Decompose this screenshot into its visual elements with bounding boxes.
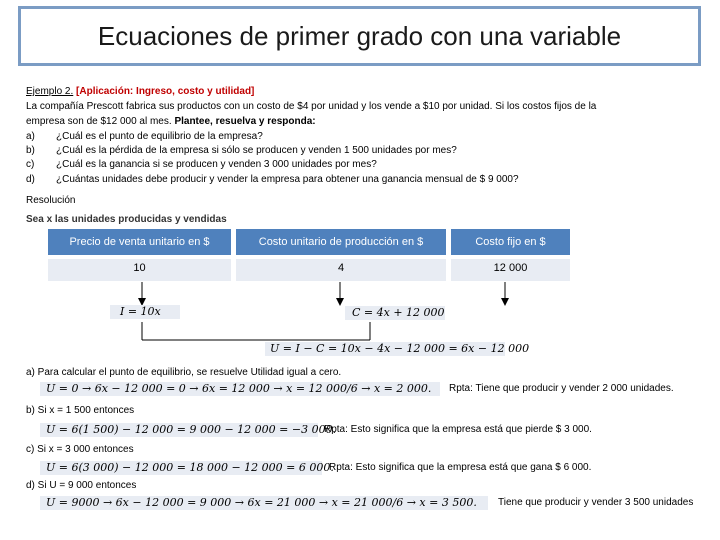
question-c-text: ¿Cuál es la ganancia si se producen y venden 3 000 unidades por mes?	[56, 159, 377, 170]
part-b-intro: b) Si x = 1 500 entonces	[26, 405, 135, 416]
example-label: Ejemplo 2.	[26, 86, 74, 97]
utility-formula: U = I − C = 10x − 4x − 12 000 = 6x − 12 000	[270, 342, 530, 355]
part-c-equation: U = 6(3 000) − 12 000 = 18 000 − 12 000 = 6 000.	[46, 461, 334, 474]
question-a-text: ¿Cuál es el punto de equilibrio de la empresa?	[56, 131, 263, 142]
statement-instruction: Plantee, resuelva y responda:	[174, 116, 316, 127]
table-header-fixed-cost: Costo fijo en $	[451, 229, 570, 255]
part-d-intro: d) Si U = 9 000 entonces	[26, 480, 137, 491]
slide-title: Ecuaciones de primer grado con una variable	[97, 20, 622, 51]
question-c-letter: c)	[26, 159, 35, 170]
income-formula: I = 10x	[120, 305, 161, 318]
table-cell-fixed-cost: 12 000	[451, 259, 570, 281]
question-b-letter: b)	[26, 145, 35, 156]
cost-arrowhead-right	[501, 298, 509, 306]
part-a-equation: U = 0 → 6x − 12 000 = 0 → 6x = 12 000 → x = 12 000/6 → x = 2 000.	[46, 382, 432, 395]
example-tag: [Aplicación: Ingreso, costo y utilidad]	[76, 86, 255, 97]
part-c-answer: Rpta: Esto significa que la empresa está que gana $ 6 000.	[329, 462, 592, 473]
part-d-equation: U = 9000 → 6x − 12 000 = 9 000 → 6x = 21 000 → x = 21 000/6 → x = 3 500.	[46, 496, 477, 509]
part-b-equation: U = 6(1 500) − 12 000 = 9 000 − 12 000 = −3 000.	[46, 423, 337, 436]
question-d-letter: d)	[26, 174, 35, 185]
table-cell-price: 10	[48, 259, 231, 281]
table-header-price: Precio de venta unitario en $	[48, 229, 231, 255]
part-c-intro: c) Si x = 3 000 entonces	[26, 444, 134, 455]
table-header-unit-cost: Costo unitario de producción en $	[236, 229, 446, 255]
variable-definition: Sea x las unidades producidas y vendidas	[26, 214, 227, 225]
question-a-letter: a)	[26, 131, 35, 142]
question-d-text: ¿Cuántas unidades debe producir y vender la empresa para obtener una ganancia mensual de $ 9 000?	[56, 174, 519, 185]
question-b-text: ¿Cuál es la pérdida de la empresa si sólo se producen y venden 1 500 unidades por mes?	[56, 145, 457, 156]
part-a-intro: a) Para calcular el punto de equilibrio, se resuelve Utilidad igual a cero.	[26, 367, 342, 378]
part-d-answer: Tiene que producir y vender 3 500 unidades	[498, 497, 694, 508]
statement-fixed-cost: empresa son de $12 000 al mes.	[26, 116, 172, 127]
table-cell-unit-cost: 4	[236, 259, 446, 281]
cost-formula: C = 4x + 12 000	[352, 306, 445, 319]
resolution-heading: Resolución	[26, 195, 76, 206]
statement-line-1: La compañía Prescott fabrica sus productos con un costo de $4 por unidad y los vende a $10 por unidad. Si los costos fijos de la	[26, 101, 597, 112]
cost-arrowhead-mid	[336, 298, 344, 306]
part-b-answer: Rpta: Esto significa que la empresa está que pierde $ 3 000.	[324, 424, 592, 435]
part-a-answer: Rpta: Tiene que producir y vender 2 000 unidades.	[449, 383, 674, 394]
